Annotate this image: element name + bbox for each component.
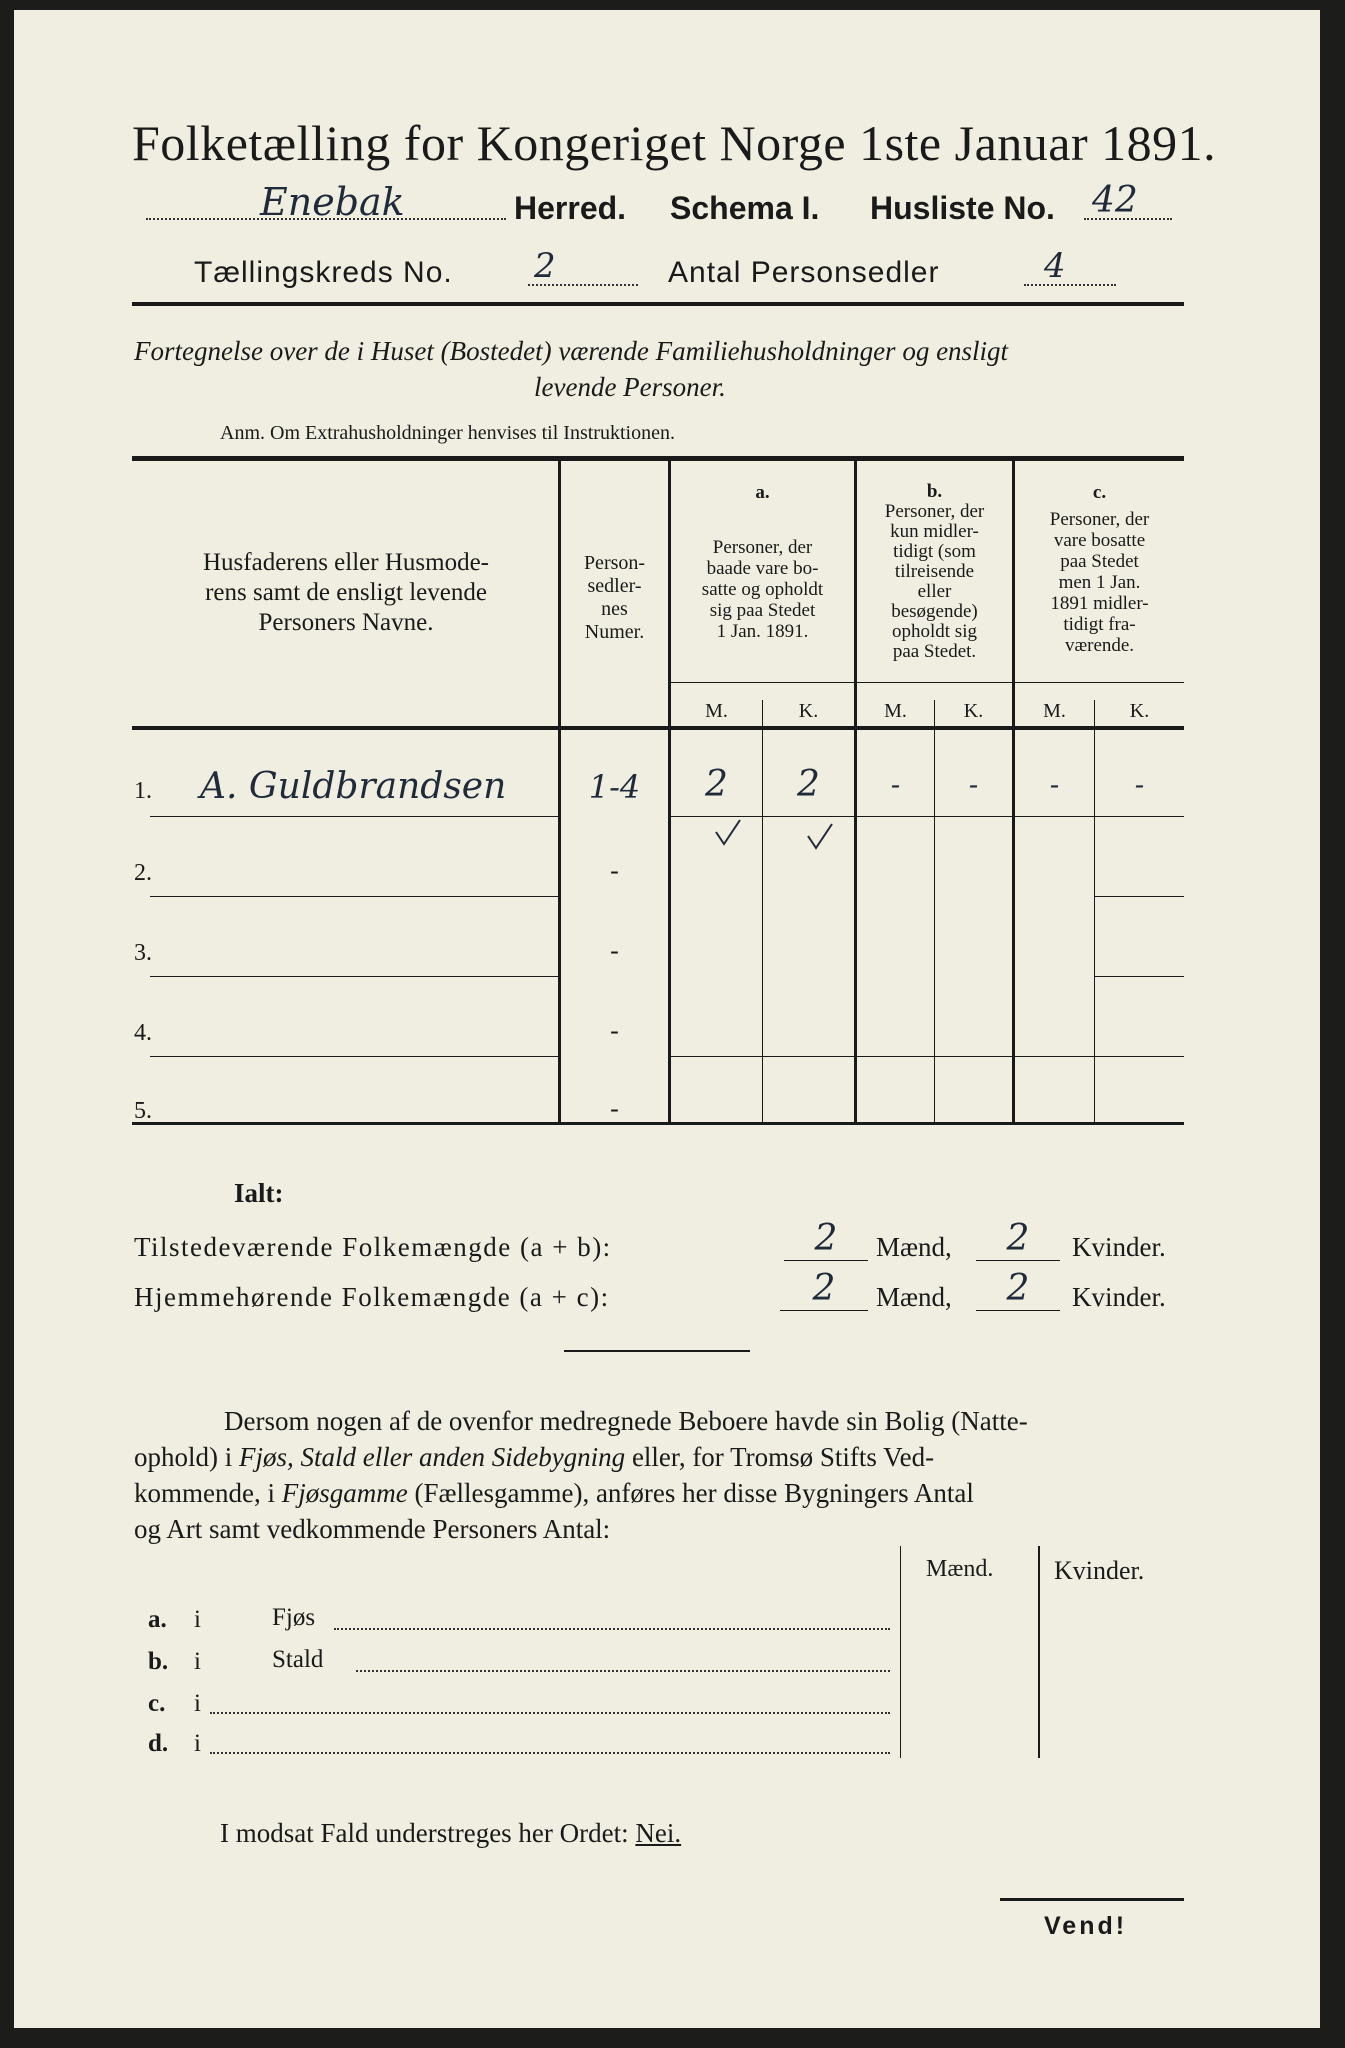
header-c-line-1: Personer, der <box>1049 509 1150 530</box>
para-line-3-a: kommende, i <box>134 1478 282 1508</box>
header-c-line-5: 1891 midler- <box>1050 593 1149 614</box>
kreds-label: Tællingskreds No. <box>194 256 453 289</box>
totals-line-1-k: 2 <box>1006 1218 1030 1259</box>
bld-col-line-1 <box>900 1546 901 1758</box>
totals-line-1-kvinder: Kvinder. <box>1072 1232 1166 1262</box>
header-name-line-1: Husfaderens eller Husmode- <box>202 549 489 576</box>
header-c-letter: c. <box>1092 482 1107 503</box>
totals-line-2-m: 2 <box>812 1268 836 1309</box>
header-b-line-3: tidigt (som <box>893 541 976 562</box>
row-1-b-k: - <box>968 768 979 801</box>
row-2-no: 2. <box>134 860 152 886</box>
header-b-line-8: paa Stedet. <box>892 641 977 662</box>
header-b-m: M. <box>884 700 907 722</box>
herred-value: Enebak <box>260 180 405 224</box>
row-1-c-k: - <box>1134 768 1145 801</box>
modsat-text: I modsat Fald understreges her Ordet: <box>220 1818 636 1848</box>
header-a-line-3: satte og opholdt <box>701 579 824 600</box>
header-b-line-1: Personer, der <box>884 501 985 522</box>
row-2-num: - <box>610 856 619 885</box>
header-num-line-1: Person- <box>583 552 646 574</box>
row-5-no: 5. <box>134 1098 152 1124</box>
bld-row-d-i: i <box>194 1730 201 1757</box>
bld-row-c-letter: c. <box>148 1690 166 1717</box>
bld-row-a-label: Fjøs <box>272 1604 316 1631</box>
census-form <box>14 10 1320 2028</box>
header-b-line-5: eller <box>917 581 952 602</box>
totals-line-2-kvinder: Kvinder. <box>1072 1282 1166 1312</box>
row-2-rule-right <box>1095 896 1184 897</box>
para-line-3 <box>134 1478 974 1509</box>
header-c-col <box>1015 482 1184 656</box>
table-head-rule <box>132 726 1184 730</box>
header-num-line-2: sedler- <box>587 575 642 597</box>
check-mark-icon <box>714 818 744 848</box>
bld-row-c-dots <box>210 1712 890 1714</box>
row-4-rule <box>150 1056 558 1057</box>
header-c-line-2: vare bosatte <box>1053 530 1146 551</box>
row-1-c-m: - <box>1049 768 1060 801</box>
header-b-k: K. <box>963 700 984 722</box>
row-5-num: - <box>610 1094 619 1123</box>
header-num-col <box>561 552 668 644</box>
header-b-line-4: tilreisende <box>894 561 975 582</box>
header-name-line-3: Personers Navne. <box>258 609 434 636</box>
row-4-num: - <box>610 1016 619 1045</box>
bld-row-a-i: i <box>194 1606 201 1633</box>
nei-word: Nei. <box>635 1818 682 1848</box>
form-title: Folketælling for Kongeriget Norge 1ste Januar 1891. <box>132 115 1217 171</box>
header-num-line-4: Numer. <box>584 621 645 643</box>
totals-line-1-label: Tilstedeværende Folkemængde (a + b): <box>134 1232 612 1262</box>
header-b-col <box>857 482 1012 662</box>
row-3-no: 3. <box>134 940 152 966</box>
herred-label: Herred. <box>514 190 627 226</box>
header-b-letter: b. <box>926 481 943 502</box>
col-b-split <box>934 700 935 1122</box>
bld-row-d-letter: d. <box>148 1730 169 1757</box>
check-mark-icon <box>806 822 836 852</box>
para-line-3-b: Fjøsgamme <box>281 1478 408 1508</box>
modsat-line <box>220 1818 681 1849</box>
intro-line-1: Fortegnelse over de i Huset (Bostedet) værende Familiehusholdninger og ensligt <box>134 336 1009 366</box>
header-c-line-4: men 1 Jan. <box>1058 572 1141 593</box>
header-c-line-7: værende. <box>1064 635 1135 656</box>
header-a-letter: a. <box>755 482 770 503</box>
row-4-no: 4. <box>134 1020 152 1046</box>
header-rule <box>132 302 1184 306</box>
header-b-line-6: besøgende) <box>891 601 978 622</box>
bld-col-line-2 <box>1038 1546 1040 1758</box>
row-1-num: 1-4 <box>588 768 641 806</box>
header-name-line-2: rens samt de ensligt levende <box>205 579 487 606</box>
antal-label: Antal Personsedler <box>668 256 940 289</box>
header-a-line-1: Personer, der <box>712 537 813 558</box>
vend-rule <box>1000 1898 1184 1901</box>
totals-line-1-k-rule <box>976 1260 1060 1261</box>
row-1-no: 1. <box>134 778 152 804</box>
para-line-2 <box>134 1442 934 1473</box>
totals-line-2-m-rule <box>780 1310 868 1311</box>
header-num-line-3: nes <box>601 598 628 620</box>
bld-header-kvinder: Kvinder. <box>1054 1556 1145 1585</box>
totals-line-1-m: 2 <box>814 1218 838 1259</box>
totals-line-2-label: Hjemmehørende Folkemængde (a + c): <box>134 1282 610 1312</box>
header-a-line-5: 1 Jan. 1891. <box>716 621 809 642</box>
para-line-2-a: ophold) i <box>134 1442 239 1472</box>
totals-line-2-maend: Mænd, <box>876 1282 952 1312</box>
kreds-value: 2 <box>534 246 556 286</box>
bld-row-a-letter: a. <box>148 1606 167 1633</box>
header-c-m: M. <box>1043 700 1066 722</box>
header-a-line-4: sig paa Stedet <box>709 600 816 621</box>
bld-row-c-i: i <box>194 1690 201 1717</box>
header-a-line-2: baade vare bo- <box>706 558 819 579</box>
row-1-b-m: - <box>890 768 901 801</box>
para-line-2-c: eller, for Tromsø Stifts Ved- <box>625 1442 935 1472</box>
row-1-a-m: 2 <box>705 764 728 805</box>
bld-row-d-dots <box>210 1752 890 1754</box>
row-3-num: - <box>610 936 619 965</box>
header-b-line-2: kun midler- <box>890 521 979 542</box>
bld-row-b-i: i <box>194 1648 201 1675</box>
para-line-3-c: (Fællesgamme), anføres her disse Bygningers Antal <box>407 1478 974 1508</box>
row-1-rule <box>150 816 558 817</box>
para-line-4: og Art samt vedkommende Personers Antal: <box>134 1514 611 1544</box>
row-1-a-k: 2 <box>797 764 820 805</box>
husliste-value: 42 <box>1092 180 1138 221</box>
intro-line-2: levende Personer. <box>534 372 726 402</box>
para-line-2-b: Fjøs, Stald eller anden Sidebygning <box>239 1442 626 1472</box>
bld-row-b-dots <box>356 1670 890 1672</box>
husliste-dots <box>1084 218 1172 220</box>
para-line-1: Dersom nogen af de ovenfor medregnede Beboere havde sin Bolig (Natte- <box>224 1406 1028 1436</box>
header-a-k: K. <box>798 700 819 722</box>
header-a-col <box>671 482 854 642</box>
header-name-col <box>134 548 558 638</box>
totals-line-1-maend: Mænd, <box>876 1232 952 1262</box>
anm-note: Anm. Om Extrahusholdninger henvises til Instruktionen. <box>220 422 675 444</box>
row-1-name: A. Guldbrandsen <box>200 766 507 807</box>
row-1-rule-right <box>671 816 1184 817</box>
table-top-rule <box>132 456 1184 461</box>
totals-line-1-m-rule <box>784 1260 868 1261</box>
ialt-label: Ialt: <box>234 1178 284 1208</box>
header-a-m: M. <box>705 700 728 722</box>
bld-row-b-label: Stald <box>272 1646 324 1673</box>
husliste-label: Husliste No. <box>870 190 1055 226</box>
totals-line-2-k: 2 <box>1006 1268 1030 1309</box>
row-2-rule <box>150 896 558 897</box>
totals-line-2-k-rule <box>976 1310 1060 1311</box>
antal-value: 4 <box>1044 246 1066 286</box>
row-3-rule <box>150 976 558 977</box>
vend-label: Vend! <box>1044 1912 1128 1940</box>
row-3-rule-right <box>1095 976 1184 977</box>
header-c-line-6: tidigt fra- <box>1063 614 1136 635</box>
header-c-k: K. <box>1129 700 1150 722</box>
col-c-split <box>1094 700 1095 1122</box>
bld-row-b-letter: b. <box>148 1648 169 1675</box>
bld-row-a-dots <box>334 1628 890 1630</box>
schema-label: Schema I. <box>670 190 820 226</box>
header-c-line-3: paa Stedet <box>1060 551 1139 572</box>
row-4-rule-right <box>671 1056 1184 1057</box>
kreds-dots <box>528 284 638 286</box>
antal-dots <box>1024 284 1116 286</box>
mk-rule <box>668 682 1184 683</box>
bld-header-maend: Mænd. <box>926 1556 994 1582</box>
header-b-line-7: opholdt sig <box>892 621 977 642</box>
section-divider <box>564 1350 750 1352</box>
